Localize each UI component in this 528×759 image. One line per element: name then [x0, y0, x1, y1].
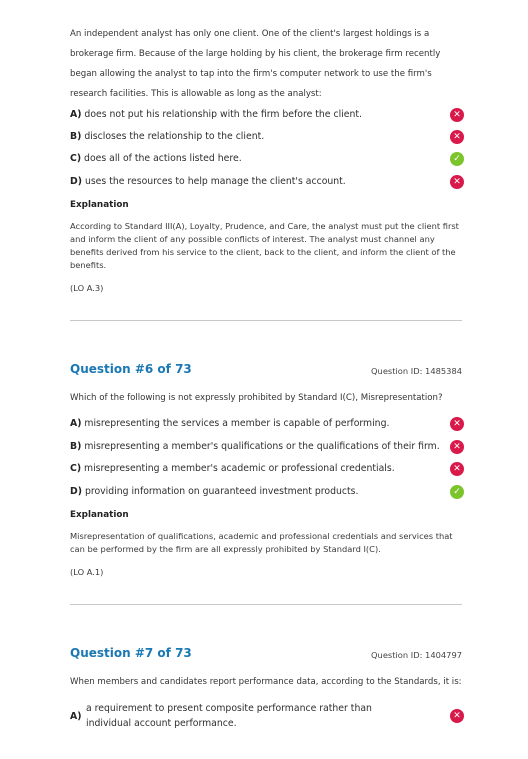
divider [70, 320, 462, 321]
option-letter: A) [70, 418, 82, 429]
x-circle-icon: ✕ [450, 130, 464, 144]
x-circle-icon: ✕ [450, 709, 464, 723]
q6-option-c[interactable] [70, 461, 462, 479]
q5-option-d[interactable] [70, 174, 462, 192]
q6-question-id: Question ID: 1485384 [371, 366, 462, 376]
x-circle-icon: ✕ [450, 108, 464, 122]
x-circle-icon: ✕ [450, 440, 464, 454]
option-text: misrepresenting the services a member is capable of performing. [84, 418, 390, 429]
q6-learning-outcome: (LO A.1) [70, 567, 104, 577]
option-letter: A) [70, 711, 82, 722]
check-circle-icon: ✓ [450, 152, 464, 166]
q5-explanation: According to Standard III(A), Loyalty, Prudence, and Care, the analyst must put the client first and inform the client of any possible conflicts of interest. The analyst must channel any benefits derived from his service to the client, back to the client, and inform the client of the benefits. [70, 221, 459, 270]
q7-heading: Question #7 of 73 [70, 646, 192, 660]
q5-option-a[interactable] [70, 107, 462, 125]
q6-option-d[interactable] [70, 484, 462, 502]
option-text: discloses the relationship to the client. [84, 131, 265, 142]
option-text: does not put his relationship with the firm before the client. [84, 109, 362, 120]
option-letter: B) [70, 441, 82, 452]
q6-option-a[interactable] [70, 416, 462, 434]
q6-explanation: Misrepresentation of qualifications, academic and professional credentials and services that can be performed by the firm are all expressly prohibited by Standard I(C). [70, 531, 453, 554]
option-text: does all of the actions listed here. [84, 153, 242, 164]
option-text: misrepresenting a member's qualifications or the qualifications of their firm. [84, 441, 440, 452]
x-circle-icon: ✕ [450, 417, 464, 431]
x-circle-icon: ✕ [450, 462, 464, 476]
option-text: misrepresenting a member's academic or professional credentials. [84, 463, 395, 474]
q6-explanation-label: Explanation [70, 510, 129, 520]
q5-stem: An independent analyst has only one client. One of the client's largest holdings is a brokerage firm. Because of the large holding by his client, the brokerage firm recently began allowing the analyst to tap into the firm's computer network to use the firm's research facilities. This is allowable as long as the analyst: [70, 29, 441, 99]
x-circle-icon: ✕ [450, 175, 464, 189]
divider [70, 604, 462, 605]
option-letter: D) [70, 486, 82, 497]
option-text: uses the resources to help manage the client's account. [84, 176, 346, 187]
option-text: a requirement to present composite performance rather than individual account performance. [86, 703, 372, 729]
q6-heading: Question #6 of 73 [70, 362, 192, 376]
option-text: providing information on guaranteed investment products. [84, 486, 359, 497]
q5-explanation-label: Explanation [70, 200, 129, 210]
q6-stem: Which of the following is not expressly prohibited by Standard I(C), Misrepresentation? [70, 393, 443, 403]
option-letter: A) [70, 109, 82, 120]
q5-option-c[interactable] [70, 151, 462, 169]
q7-option-a[interactable] [70, 701, 462, 735]
option-letter: C) [70, 463, 82, 474]
check-circle-icon: ✓ [450, 485, 464, 499]
q5-option-b[interactable] [70, 129, 462, 147]
q7-question-id: Question ID: 1404797 [371, 650, 462, 660]
q7-stem: When members and candidates report performance data, according to the Standards, it is: [70, 677, 462, 687]
option-letter: C) [70, 153, 82, 164]
option-letter: D) [70, 176, 82, 187]
q5-learning-outcome: (LO A.3) [70, 283, 104, 293]
option-letter: B) [70, 131, 82, 142]
q6-option-b[interactable] [70, 439, 462, 457]
q5-stem-block [70, 24, 462, 104]
